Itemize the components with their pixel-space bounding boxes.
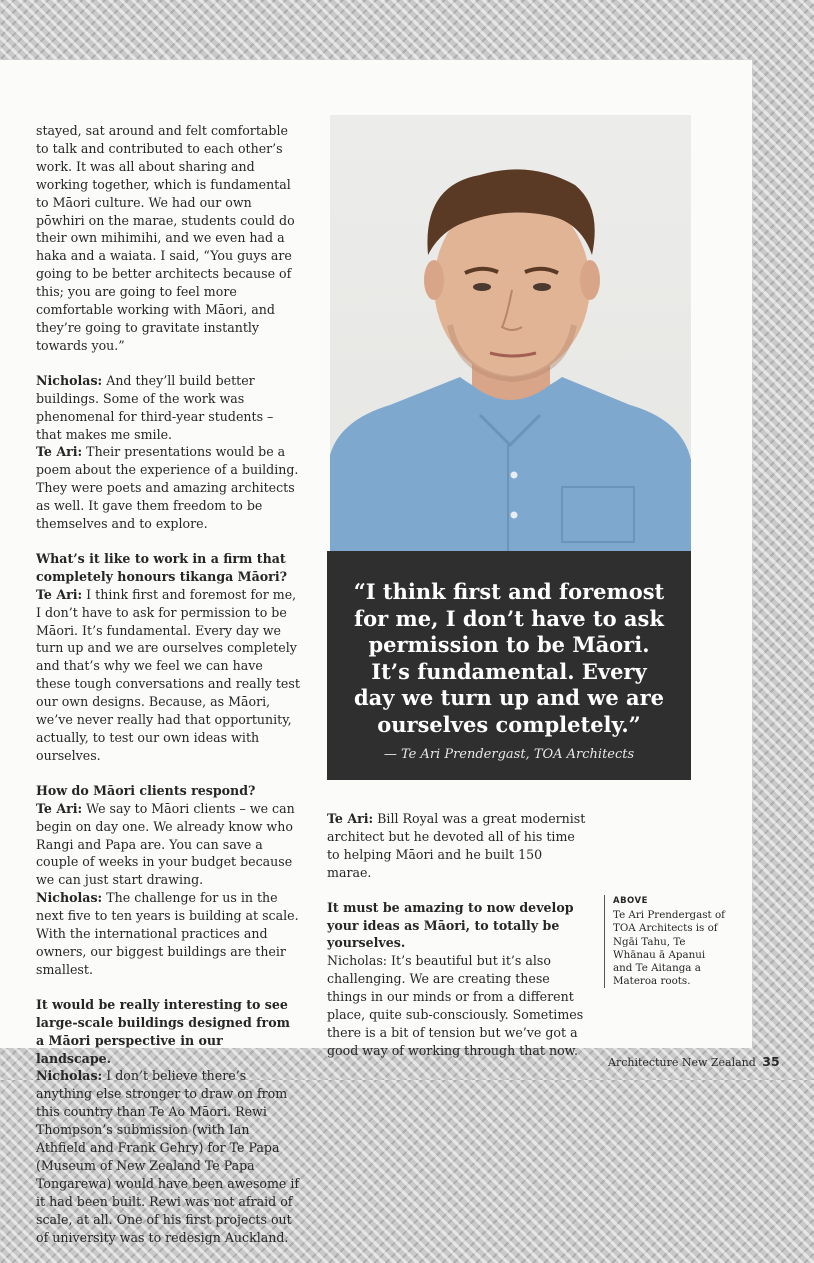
speaker-text: We say to Māori clients – we can begin on day one. We already know who Rangi and Papa are. You can save a couple of weeks in your budget because we can just start drawing. bbox=[36, 800, 295, 888]
qa-block bbox=[327, 899, 589, 1060]
speaker-name: Te Ari: bbox=[36, 444, 83, 460]
speaker-text: I think first and foremost for me, I don’t have to ask for permission to be Māori. It’s fundamental. Every day we turn up and we are ourselves completely and that’s why we feel we can have these tough conversations and really test our own designs. Because, as Māori, we’ve never really had that opportunity, actually, to test our own ideas with ourselves. bbox=[36, 586, 300, 763]
pull-quote-attribution: — Te Ari Prendergast, TOA Architects bbox=[383, 747, 635, 762]
caption-text: Te Ari Prendergast of TOA Architects is of Ngāi Tahu, Te Whānau ā Apanui and Te Aitanga a Materoa roots. bbox=[613, 909, 725, 988]
portrait-photo bbox=[330, 115, 691, 555]
interview-question: It would be really interesting to see large-scale buildings designed from a Māori perspective in our landscape. bbox=[36, 996, 290, 1066]
speaker-name: Nicholas: bbox=[36, 1068, 103, 1084]
speaker-text: The challenge for us in the next five to ten years is building at scale. With the international practices and owners, our biggest buildings are their smallest. bbox=[36, 890, 299, 977]
photo-caption bbox=[604, 895, 725, 988]
page-number: 35 bbox=[762, 1054, 780, 1069]
publication-name: Architecture New Zealand bbox=[608, 1056, 756, 1069]
qa-block bbox=[36, 782, 300, 979]
left-column bbox=[36, 122, 300, 1263]
interview-question: What’s it like to work in a firm that completely honours tikanga Māori? bbox=[36, 550, 287, 584]
portrait-illustration bbox=[330, 115, 691, 555]
body-paragraph: stayed, sat around and felt comfortable to talk and contributed to each other’s work. It was all about sharing and working together, which is fundamental to Māori culture. We had our own pōwhiri on the marae, students could do their own mihimihi, and we even had a haka and a waiata. I said, “You guys are going to be better architects because of this; you are going to feel more comfortable working with Māori, and they’re going to gravitate instantly towards you.” bbox=[36, 123, 295, 353]
interview-question: How do Māori clients respond? bbox=[36, 782, 256, 798]
speaker-name: Te Ari: bbox=[36, 586, 83, 602]
speaker-text: Bill Royal was a great modernist architect but he devoted all of his time to helping Māori and he built 150 marae. bbox=[327, 811, 586, 880]
body-paragraph bbox=[36, 372, 300, 533]
right-column bbox=[327, 810, 589, 1077]
interview-question: It must be amazing to now develop your ideas as Māori, to totally be yourselves. bbox=[327, 899, 574, 951]
caption-label: ABOVE bbox=[613, 896, 648, 906]
pull-quote-box bbox=[327, 551, 691, 780]
page-footer bbox=[608, 1054, 780, 1069]
speaker-text: I don’t believe there’s anything else stronger to draw on from this country than Te Ao Māori. Rewi Thompson’s submission (with Ian Athfield and Frank Gehry) for Te Papa (Museum of New Zealand Te Papa Tongarewa) would have been awesome if it had been built. Rewi was not afraid of scale, at all. One of his first projects out of university was to redesign Auckland. bbox=[36, 1068, 300, 1245]
speaker-text: And they’ll build better buildings. Some of the work was phenomenal for third-year students – that makes me smile. bbox=[36, 372, 274, 442]
speaker-name: Te Ari: bbox=[327, 811, 374, 826]
speaker-name: Nicholas: bbox=[36, 890, 103, 906]
pull-quote-text: “I think first and foremost for me, I don’t have to ask permission to be Māori. It’s fundamental. Every day we turn up and we are ourselves completely.” bbox=[353, 579, 665, 737]
speaker-text: Nicholas: It’s beautiful but it’s also challenging. We are creating these things in our minds or from a different place, quite sub-consciously. Sometimes there is a bit of tension but we’ve got a good way of working through that now. bbox=[327, 953, 584, 1058]
qa-block bbox=[36, 550, 300, 765]
body-paragraph bbox=[327, 810, 589, 882]
speaker-name: Te Ari: bbox=[36, 800, 83, 816]
speaker-text: Their presentations would be a poem about the experience of a building. They were poets and amazing architects as well. It gave them freedom to be themselves and to explore. bbox=[36, 444, 299, 532]
speaker-name: Nicholas: bbox=[36, 372, 103, 388]
qa-block bbox=[36, 996, 300, 1247]
